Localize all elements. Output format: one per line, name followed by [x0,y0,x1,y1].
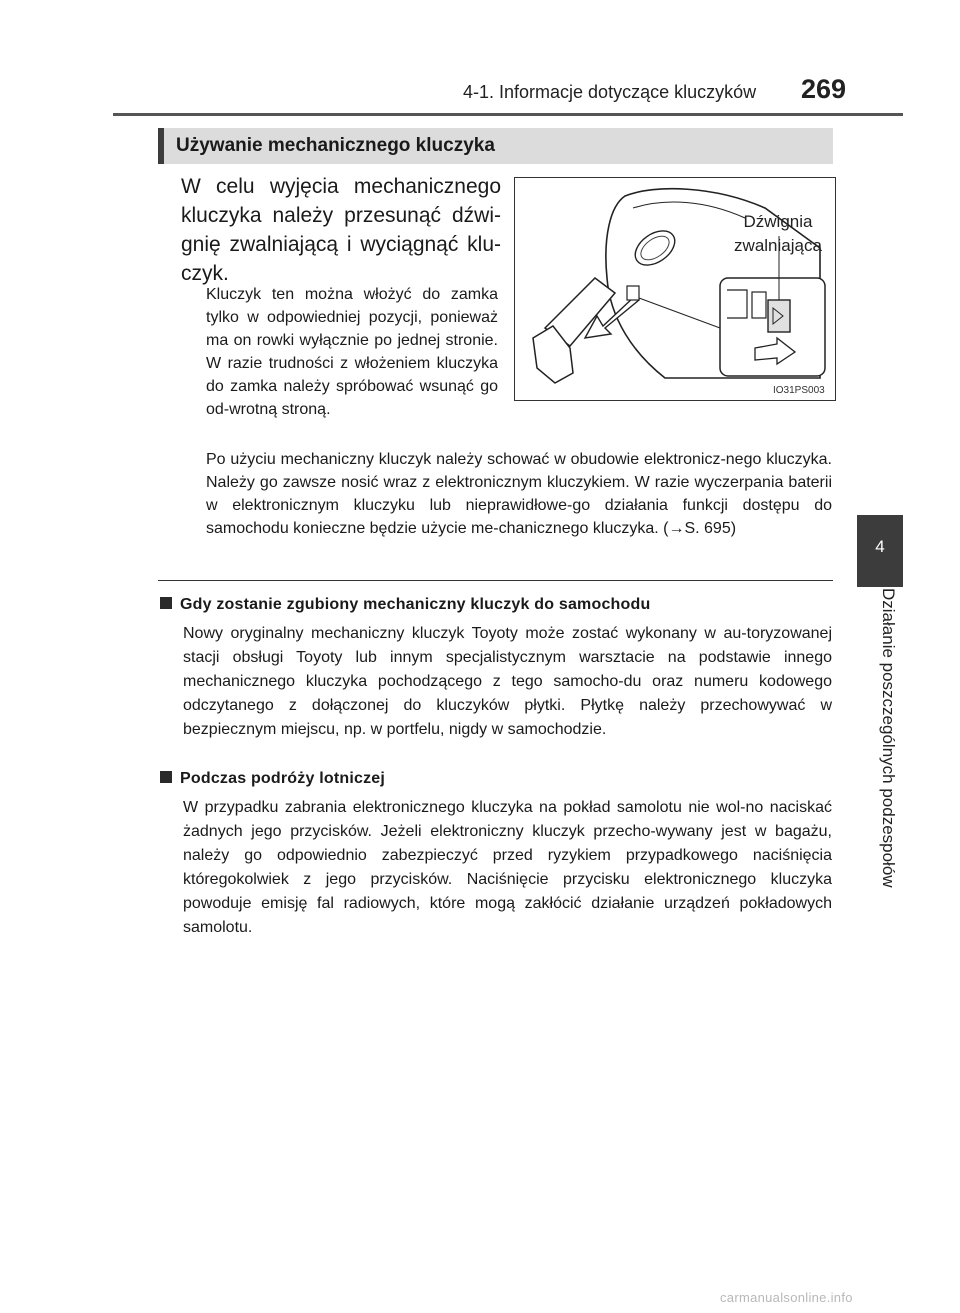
chapter-tab-number: 4 [875,537,885,556]
subsection-heading-2 [160,770,385,788]
section-title: Używanie mechanicznego kluczyka [176,135,495,156]
figure-label-line-1: Dźwignia [743,212,813,231]
section-header [158,128,833,164]
key-illustration [514,177,836,401]
subsection-heading-1 [160,596,650,614]
square-bullet-icon [160,597,172,609]
subsection-title: Podczas podróży lotniczej [180,770,386,787]
section-divider [158,580,833,581]
chapter-tab-label: Działanie poszczególnych podzespołów [879,588,898,888]
figure-code: IO31PS003 [773,385,825,396]
subsection-title: Gdy zostanie zgubiony mechaniczny kluczyk do samochodu [180,596,651,613]
release-lever [627,286,639,300]
subsection-text-1: Nowy oryginalny mechaniczny kluczyk Toyoty może zostać wykonany w au-toryzowanej stacji obsługi Toyoty lub innym specjalistycznym warsztacie na podstawie innego mechanicznego kluczyka pochodzącego z tego samocho-du oraz numeru kodowego odczytanego z dołączonej do kluczyków płytki. Płytkę należy przechowywać w bezpiecznym miejscu, np. w portfelu, nigdy w samochodzie. [183,625,832,738]
figure-label [728,210,828,258]
note-paragraph-2: Po użyciu mechaniczny kluczyk należy schować w obudowie elektronicz-nego kluczyka. Należy go zawsze nosić wraz z elektronicznym kluczykiem. W razie wyczerpania baterii w elektronicznym kluczyku lub nieprawidłowe-go działania funkcji dostępu do samochodu konieczne będzie użycie me-chanicznego kluczyka. (→S. 695) [206,451,832,537]
detail-lever [768,300,790,332]
watermark: carmanualsonline.info [720,1290,853,1305]
square-bullet-icon [160,771,172,783]
chapter-tab [857,515,903,587]
subsection-text-2: W przypadku zabrania elektronicznego kluczyka na pokład samolotu nie wol-no naciskać żadnych jego przycisków. Jeżeli elektroniczny kluczyk przecho-wywany jest w bagażu, należy go odpowiednio zabezpieczyć przed ryzykiem przypadkowego naciśnięcia któregokolwiek z jego przycisków. Naciśnięcie przycisku elektronicznego kluczyka powoduje emisję fal radiowych, które mogą zakłócić działanie urządzeń pokładowych samolotu. [183,799,832,936]
header-rule [113,113,903,116]
note-paragraph-1: Kluczyk ten można włożyć do zamka tylko w odpowiedniej pozycji, ponieważ ma on rowki wyłącznie po jednej stronie. W razie trudności z włożeniem kluczyka do zamka należy spróbować wsunąć go od-wrotną stroną. [206,286,498,418]
figure-label-line-2: zwalniająca [734,236,822,255]
page-number: 269 [801,74,847,104]
chapter-title: 4-1. Informacje dotyczące kluczyków [463,82,757,102]
lead-paragraph: W celu wyjęcia mechanicznego kluczyka należy przesunąć dźwi-gnię zwalniającą i wyciągnąć klu-czyk. [181,175,501,285]
